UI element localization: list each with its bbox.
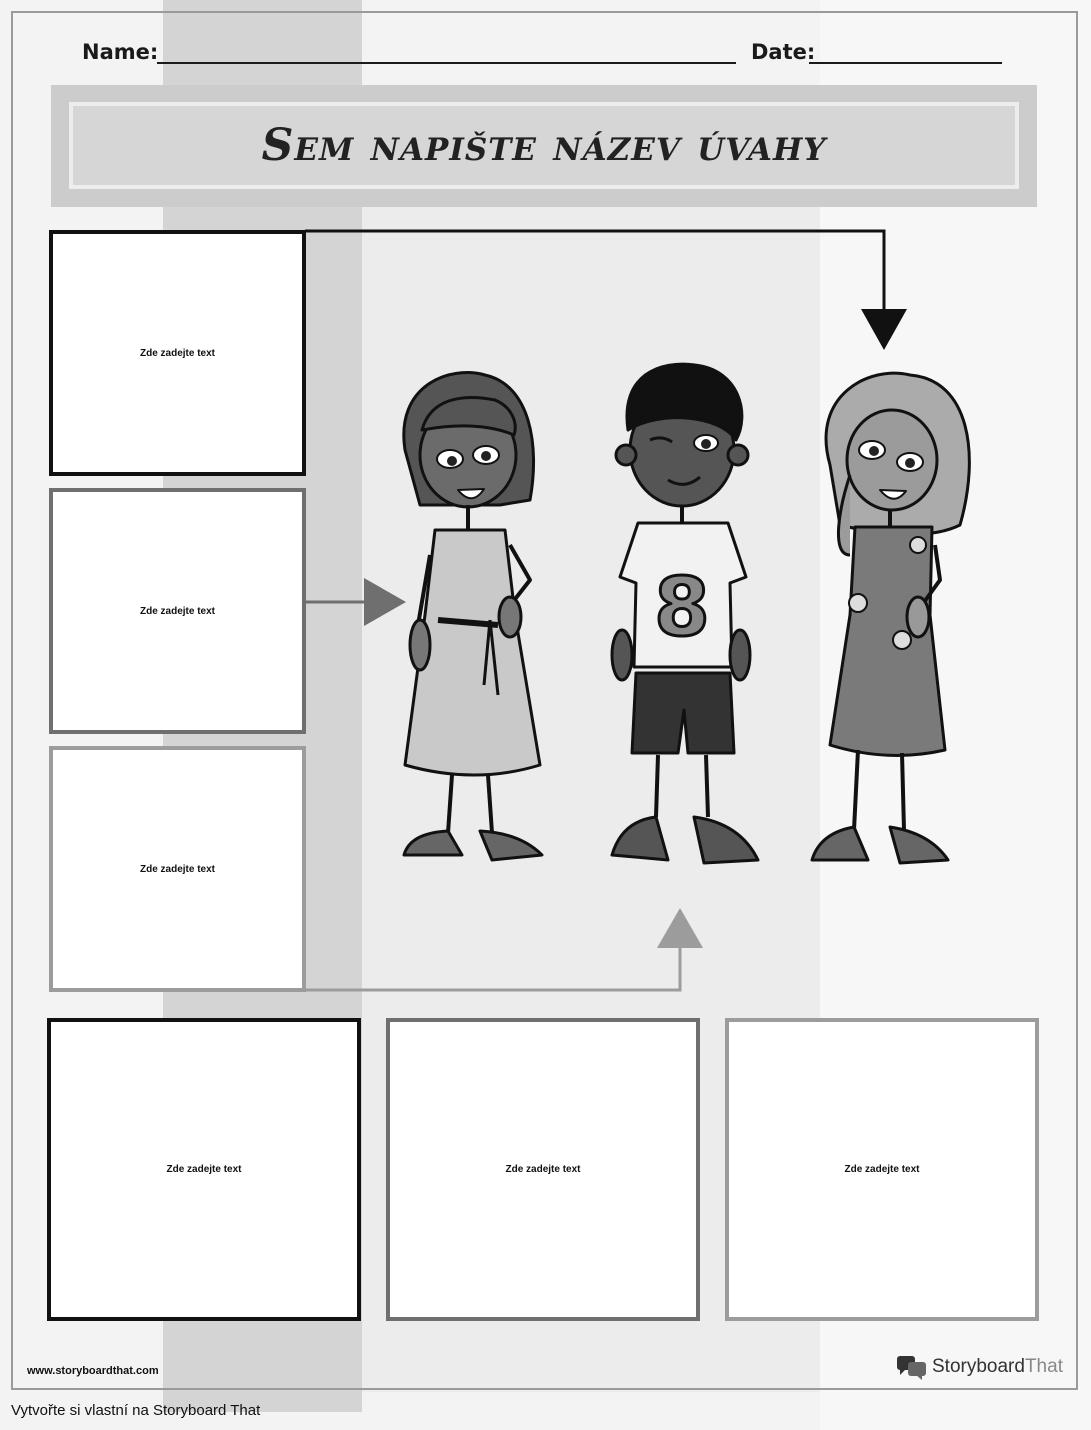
speech-bubbles-icon bbox=[896, 1354, 928, 1380]
bottom-textbox-3-text[interactable]: Zde zadejte text bbox=[844, 1164, 920, 1175]
girl-curly-hair-icon[interactable] bbox=[812, 373, 969, 863]
storyboardthat-logo[interactable] bbox=[896, 1354, 1063, 1380]
arrow-head-down-icon bbox=[861, 309, 907, 350]
side-textbox-3-text[interactable]: Zde zadejte text bbox=[139, 863, 216, 875]
side-textbox-2-text[interactable]: Zde zadejte text bbox=[139, 605, 216, 617]
characters-illustration[interactable] bbox=[380, 355, 990, 885]
side-textbox-3[interactable] bbox=[49, 746, 306, 992]
side-textbox-1-text[interactable]: Zde zadejte text bbox=[139, 347, 216, 359]
bottom-textbox-3[interactable] bbox=[725, 1018, 1039, 1321]
date-label: Date: bbox=[751, 40, 816, 64]
logo-accent-text: That bbox=[1024, 1356, 1063, 1377]
logo-main-text: Storyboard bbox=[932, 1356, 1025, 1377]
name-label: Name: bbox=[82, 40, 159, 64]
arrow-head-up-icon bbox=[657, 908, 703, 948]
bottom-textbox-1-text[interactable]: Zde zadejte text bbox=[166, 1164, 242, 1175]
girl-short-hair-icon[interactable] bbox=[404, 373, 542, 860]
bottom-textbox-2-text[interactable]: Zde zadejte text bbox=[505, 1164, 581, 1175]
jersey-number: 8 bbox=[654, 561, 710, 654]
worksheet-title[interactable]: Sem napište název úvahy bbox=[261, 120, 827, 171]
side-textbox-2[interactable] bbox=[49, 488, 306, 734]
arrow-line-bottom bbox=[305, 945, 680, 990]
boy-jersey-8-icon[interactable] bbox=[612, 364, 758, 863]
arrow-line-top bbox=[305, 231, 884, 315]
side-textbox-1[interactable] bbox=[49, 230, 306, 476]
bottom-textbox-1[interactable] bbox=[47, 1018, 361, 1321]
logo-text bbox=[932, 1356, 1063, 1378]
credit-link[interactable]: Vytvořte si vlastní na Storyboard That bbox=[11, 1402, 261, 1419]
bottom-textbox-2[interactable] bbox=[386, 1018, 700, 1321]
footer-url[interactable]: www.storyboardthat.com bbox=[27, 1365, 159, 1377]
